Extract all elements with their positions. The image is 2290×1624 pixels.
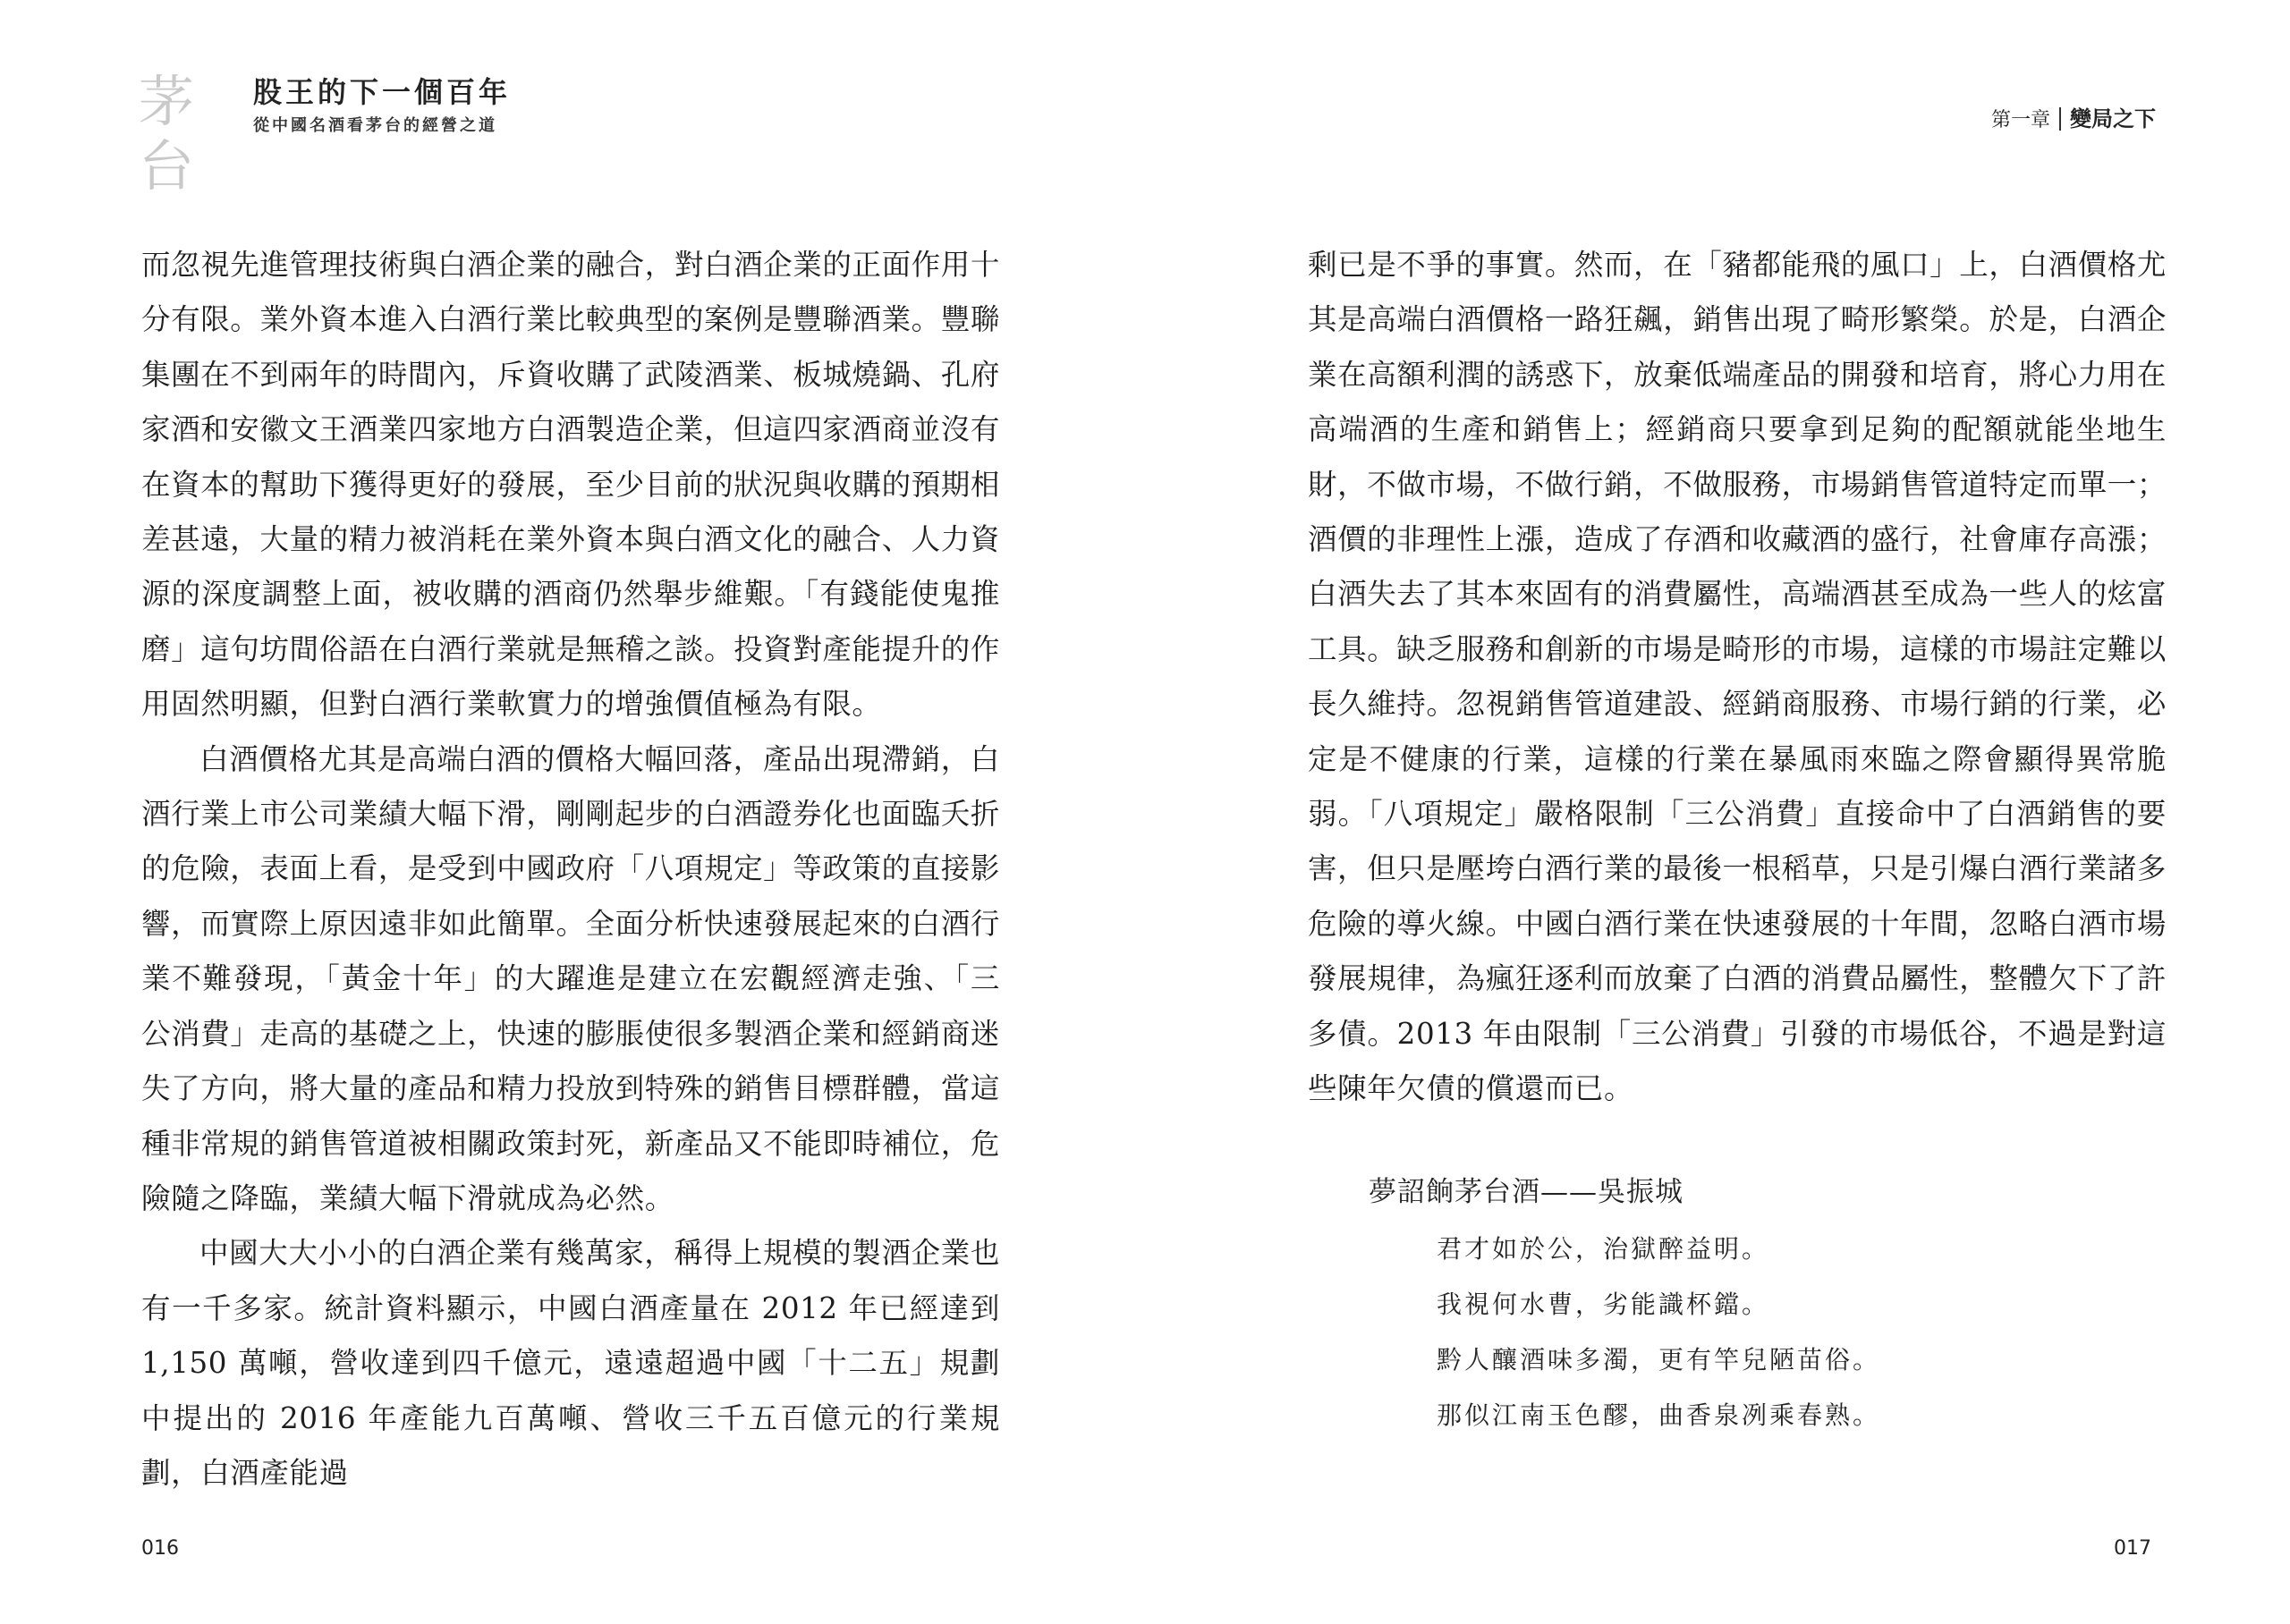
paragraph: 中國大大小小的白酒企業有幾萬家，稱得上規模的製酒企業也有一千多家。統計資料顯示，中國白酒產量在 2012 年已經達到 1,150 萬噸，營收達到四千億元，遠遠超過中國「十二五」規劃中提出的 2016 年產能九百萬噸、營收三千五百億元的行業規劃，白酒產能過 xyxy=(141,1236,1000,1490)
page-number-right: 017 xyxy=(2114,1537,2151,1560)
brand-logo-text: 茅台 xyxy=(139,69,199,199)
chapter-header xyxy=(1991,106,2156,134)
poem-line: 黔人釀酒味多濁，更有竿兒陋苗俗。 xyxy=(1437,1345,1881,1374)
poem-title: 夢詔餉茅台酒——吳振城 xyxy=(1369,1176,1684,1208)
paragraph: 白酒價格尤其是高端白酒的價格大幅回落，產品出現滯銷，白酒行業上市公司業績大幅下滑，剛剛起步的白酒證券化也面臨夭折的危險，表面上看，是受到中國政府「八項規定」等政策的直接影響，而實際上原因遠非如此簡單。全面分析快速發展起來的白酒行業不難發現，「黃金十年」的大躍進是建立在宏觀經濟走強、「三公消費」走高的基礎之上，快速的膨脹使很多製酒企業和經銷商迷失了方向，將大量的產品和精力投放到特殊的銷售目標群體，當這種非常規的銷售管道被相關政策封死，新產品又不能即時補位，危險隨之降臨，業績大幅下滑就成為必然。 xyxy=(141,741,1000,1215)
page-number-left: 016 xyxy=(141,1537,179,1560)
paragraph: 而忽視先進管理技術與白酒企業的融合，對白酒企業的正面作用十分有限。業外資本進入白酒行業比較典型的案例是豐聯酒業。豐聯集團在不到兩年的時間內，斥資收購了武陵酒業、板城燒鍋、孔府家酒和安徽文王酒業四家地方白酒製造企業，但這四家酒商並沒有在資本的幫助下獲得更好的發展，至少目前的狀況與收購的預期相差甚遠，大量的精力被消耗在業外資本與白酒文化的融合、人力資源的深度調整上面，被收購的酒商仍然舉步維艱。「有錢能使鬼推磨」這句坊間俗語在白酒行業就是無稽之談。投資對產能提升的作用固然明顯，但對白酒行業軟實力的增強價值極為有限。 xyxy=(141,248,1000,722)
poem-line: 君才如於公，治獄醉益明。 xyxy=(1437,1234,1770,1264)
chapter-label: 第一章 xyxy=(1990,109,2050,131)
poem-line: 我視何水曹，劣能識杯鐺。 xyxy=(1437,1290,1770,1319)
book-title: 股王的下一個百年 xyxy=(253,75,512,109)
chapter-divider xyxy=(2059,107,2061,131)
chapter-title: 變局之下 xyxy=(2070,106,2156,131)
right-page-body xyxy=(1308,238,2167,1117)
left-page-body xyxy=(141,238,1000,1501)
poem-line: 那似江南玉色醪，曲香泉冽乘春熟。 xyxy=(1437,1400,1881,1430)
paragraph: 剩已是不爭的事實。然而，在「豬都能飛的風口」上，白酒價格尤其是高端白酒價格一路狂飆，銷售出現了畸形繁榮。於是，白酒企業在高額利潤的誘惑下，放棄低端產品的開發和培育，將心力用在高端酒的生產和銷售上；經銷商只要拿到足夠的配額就能坐地生財，不做市場，不做行銷，不做服務，市場銷售管道特定而單一；酒價的非理性上漲，造成了存酒和收藏酒的盛行，社會庫存高漲；白酒失去了其本來固有的消費屬性，高端酒甚至成為一些人的炫富工具。缺乏服務和創新的市場是畸形的市場，這樣的市場註定難以長久維持。忽視銷售管道建設、經銷商服務、市場行銷的行業，必定是不健康的行業，這樣的行業在暴風雨來臨之際會顯得異常脆弱。「八項規定」嚴格限制「三公消費」直接命中了白酒銷售的要害，但只是壓垮白酒行業的最後一根稻草，只是引爆白酒行業諸多危險的導火線。中國白酒行業在快速發展的十年間，忽略白酒市場發展規律，為瘋狂逐利而放棄了白酒的消費品屬性，整體欠下了許多債。2013 年由限制「三公消費」引發的市場低谷，不過是對這些陳年欠債的償還而已。 xyxy=(1308,248,2167,1106)
book-subtitle: 從中國名酒看茅台的經營之道 xyxy=(253,116,497,135)
poem-block xyxy=(1369,1170,2174,1443)
poem-lines xyxy=(1369,1222,2174,1443)
